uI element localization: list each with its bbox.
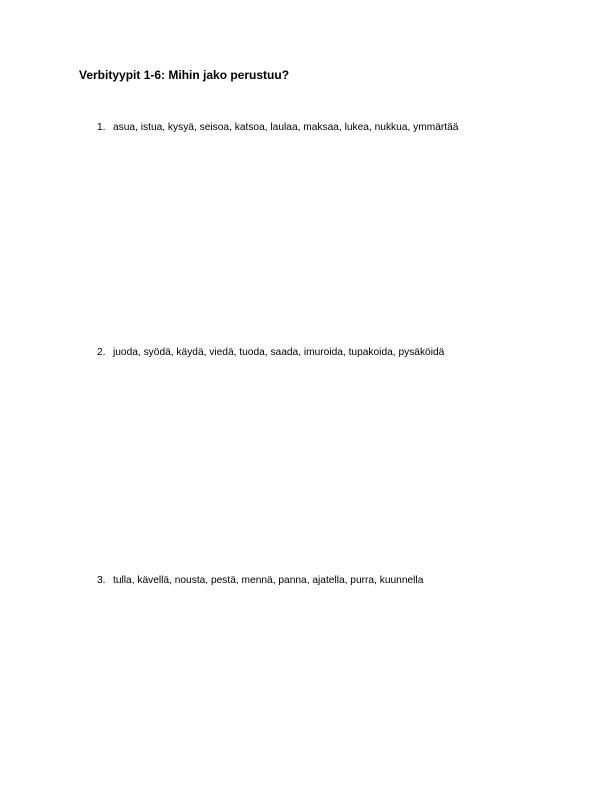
list-item [97, 121, 458, 135]
list-item-number: 3. [97, 575, 106, 586]
list-item-text: tulla, kävellä, nousta, pestä, mennä, panna, ajatella, purra, kuunnella [113, 575, 424, 586]
list-item-text: juoda, syödä, käydä, viedä, tuoda, saada, imuroida, tupakoida, pysäköidä [113, 347, 445, 358]
list-item [97, 346, 444, 360]
list-item-number: 1. [97, 122, 106, 133]
list-item [97, 574, 423, 588]
list-item-text: asua, istua, kysyä, seisoa, katsoa, laulaa, maksaa, lukea, nukkua, ymmärtää [113, 122, 459, 133]
page-title: Verbityypit 1-6: Mihin jako perustuu? [79, 68, 290, 82]
list-item-number: 2. [97, 347, 106, 358]
